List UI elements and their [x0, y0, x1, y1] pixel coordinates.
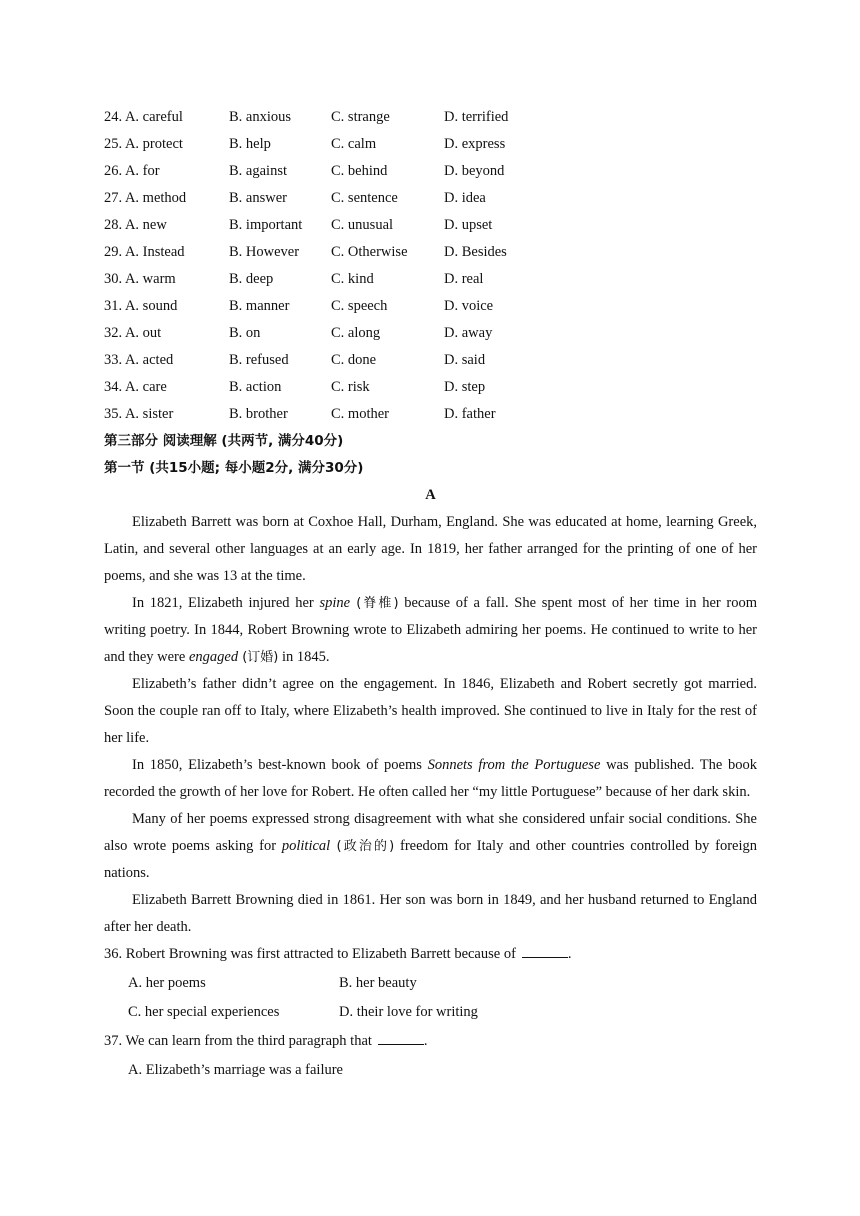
option-a: 28. A. new [104, 217, 167, 233]
cloze-option-row [104, 266, 564, 293]
cloze-option-row [104, 131, 564, 158]
option-d: D. voice [444, 298, 494, 314]
option-b: B. manner [229, 298, 290, 314]
option-a: 27. A. method [104, 190, 187, 206]
option-c: C. speech [331, 298, 388, 314]
option-d: D. Besides [444, 244, 507, 260]
option-c: C. behind [331, 163, 388, 179]
option-c: C. along [331, 325, 381, 341]
passage-paragraph-3: Elizabeth’s father didn’t agree on the engagement. In 1846, Elizabeth and Robert secretly got married. Soon the couple ran off to Italy, where Elizabeth’s health improved. She continued to live in Italy for the rest of her life. [104, 676, 757, 746]
option-c: C. kind [331, 271, 374, 287]
section-heading: 第三部分 阅读理解 (共两节, 满分40分) [104, 433, 344, 449]
option-b: B. help [229, 136, 271, 152]
cloze-option-row [104, 374, 564, 401]
passage-paragraph-1: Elizabeth Barrett was born at Coxhoe Hall, Durham, England. She was educated at home, learning Greek, Latin, and several other languages at an early age. In 1819, her father arranged for the printing of one of her poems, and she was 13 at the time. [104, 514, 757, 584]
option-a: 34. A. care [104, 379, 167, 395]
question-36-choices [104, 968, 480, 1028]
passage-paragraph-2: In 1821, Elizabeth injured her spine (脊椎) because of a fall. She spent most of her time in her room writing poetry. In 1844, Robert Browning wrote to Elizabeth admiring her poems. He continued to write to her and they were engaged (订婚) in 1845. [104, 595, 757, 665]
book-title: Sonnets from the Portuguese [427, 757, 601, 773]
term-engaged: engaged [188, 649, 239, 665]
question-37: 37. We can learn from the third paragraph that . [104, 1028, 757, 1055]
option-d: D. idea [444, 190, 486, 206]
option-d: D. step [444, 379, 486, 395]
option-d: D. beyond [444, 163, 505, 179]
option-d: D. express [444, 136, 506, 152]
passage-title: A [425, 487, 436, 503]
option-c: C. strange [331, 109, 390, 125]
subsection-heading: 第一节 (共15小题; 每小题2分, 满分30分) [104, 460, 364, 476]
option-c: C. mother [331, 406, 389, 422]
choice-36-c: C. her special experiences [128, 1004, 280, 1020]
option-a: 26. A. for [104, 163, 160, 179]
option-b: B. important [229, 217, 303, 233]
option-c: C. calm [331, 136, 377, 152]
option-c: C. sentence [331, 190, 398, 206]
cloze-option-row [104, 401, 564, 428]
option-b: B. anxious [229, 109, 292, 125]
cloze-option-row [104, 293, 564, 320]
option-a: 35. A. sister [104, 406, 174, 422]
option-a: 30. A. warm [104, 271, 176, 287]
option-d: D. away [444, 325, 493, 341]
option-c: C. done [331, 352, 377, 368]
term-political: political [281, 838, 331, 854]
answer-blank[interactable] [378, 1030, 424, 1045]
option-a: 24. A. careful [104, 109, 183, 125]
option-a: 31. A. sound [104, 298, 178, 314]
cloze-option-row [104, 320, 564, 347]
choice-36-a: A. her poems [128, 975, 206, 991]
option-b: B. However [229, 244, 300, 260]
cloze-options-table [104, 104, 564, 428]
choice-36-b: B. her beauty [339, 975, 417, 991]
exam-page [104, 104, 757, 1086]
cloze-option-row [104, 104, 564, 131]
option-d: D. upset [444, 217, 493, 233]
question-37-choices [104, 1055, 345, 1086]
answer-blank[interactable] [522, 943, 568, 958]
option-c: C. risk [331, 379, 370, 395]
option-d: D. real [444, 271, 484, 287]
passage-paragraph-5: Many of her poems expressed strong disagreement with what she considered unfair social conditions. She also wrote poems asking for political (政治的) freedom for Italy and other countries controlled by foreign nations. [104, 811, 757, 881]
option-b: B. against [229, 163, 287, 179]
choice-36-d: D. their love for writing [339, 1004, 478, 1020]
option-b: B. on [229, 325, 261, 341]
option-d: D. said [444, 352, 486, 368]
option-b: B. answer [229, 190, 287, 206]
option-a: 25. A. protect [104, 136, 183, 152]
cloze-option-row [104, 239, 564, 266]
cloze-option-row [104, 185, 564, 212]
option-a: 29. A. Instead [104, 244, 185, 260]
passage-paragraph-6: Elizabeth Barrett Browning died in 1861. Her son was born in 1849, and her husband returned to England after her death. [104, 892, 757, 935]
choice-37-a: A. Elizabeth’s marriage was a failure [128, 1062, 343, 1078]
cloze-option-row [104, 212, 564, 239]
option-c: C. Otherwise [331, 244, 408, 260]
option-a: 33. A. acted [104, 352, 174, 368]
option-b: B. refused [229, 352, 289, 368]
option-d: D. terrified [444, 109, 509, 125]
cloze-option-row [104, 158, 564, 185]
cloze-option-row [104, 347, 564, 374]
option-a: 32. A. out [104, 325, 162, 341]
option-c: C. unusual [331, 217, 394, 233]
option-d: D. father [444, 406, 496, 422]
question-36: 36. Robert Browning was first attracted to Elizabeth Barrett because of . [104, 941, 757, 968]
option-b: B. brother [229, 406, 288, 422]
option-b: B. action [229, 379, 282, 395]
option-b: B. deep [229, 271, 274, 287]
passage-paragraph-4: In 1850, Elizabeth’s best-known book of poems Sonnets from the Portuguese was published. The book recorded the growth of her love for Robert. He often called her “my little Portuguese” because of her dark skin. [104, 757, 758, 800]
term-spine: spine [319, 595, 351, 611]
